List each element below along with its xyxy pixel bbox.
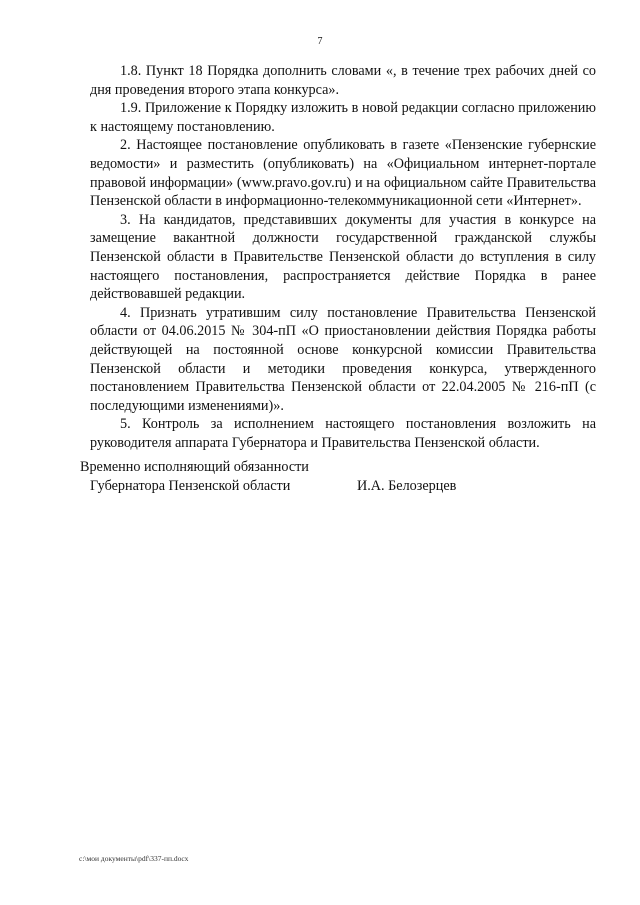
signature-row: [80, 477, 600, 496]
signature-block: [80, 458, 600, 495]
paragraph-3: 3. На кандидатов, представивших документы для участия в конкурсе на замещение вакантной должности государственной гражданской службы Пензенской области в Правительстве Пензенской области до вступления в силу настоящего постановления, распространяется действие Порядка в ранее действовавшей редакции.: [90, 211, 596, 303]
document-body: [90, 62, 596, 452]
paragraph-4: 4. Признать утратившим силу постановление Правительства Пензенской области от 04.06.2015 № 304-пП «О приостановлении действия Порядка работы действующей на постоянной основе конкурсной комиссии Правительства Пензенской области и методики проведения конкурса, утвержденного постановлением Правительства Пензенской области от 22.04.2005 № 216-пП (с последующими изменениями)».: [90, 304, 596, 414]
signatory-position: Губернатора Пензенской области: [90, 477, 291, 494]
paragraph-1-8: 1.8. Пункт 18 Порядка дополнить словами «, в течение трех рабочих дней со дня проведения второго этапа конкурса».: [90, 63, 596, 98]
paragraph-5: 5. Контроль за исполнением настоящего постановления возложить на руководителя аппарата Губернатора и Правительства Пензенской области.: [90, 416, 596, 451]
page-number: 7: [317, 36, 323, 47]
signatory-title: Временно исполняющий обязанности: [80, 459, 309, 475]
paragraph-1-9: 1.9. Приложение к Порядку изложить в новой редакции согласно приложению к настоящему постановлению.: [90, 100, 596, 135]
footer-file-path: c:\мои документы\pdf\337-пп.docx: [79, 854, 189, 863]
signatory-name: И.А. Белозерцев: [357, 477, 457, 494]
paragraph-2: 2. Настоящее постановление опубликовать в газете «Пензенские губернские ведомости» и разместить (опубликовать) на «Официальном интернет-портале правовой информации» (www.pravo.gov.ru) и на официальном сайте Правительства Пензенской области в информационно-телекоммуникационной сети «Интернет».: [90, 137, 596, 210]
